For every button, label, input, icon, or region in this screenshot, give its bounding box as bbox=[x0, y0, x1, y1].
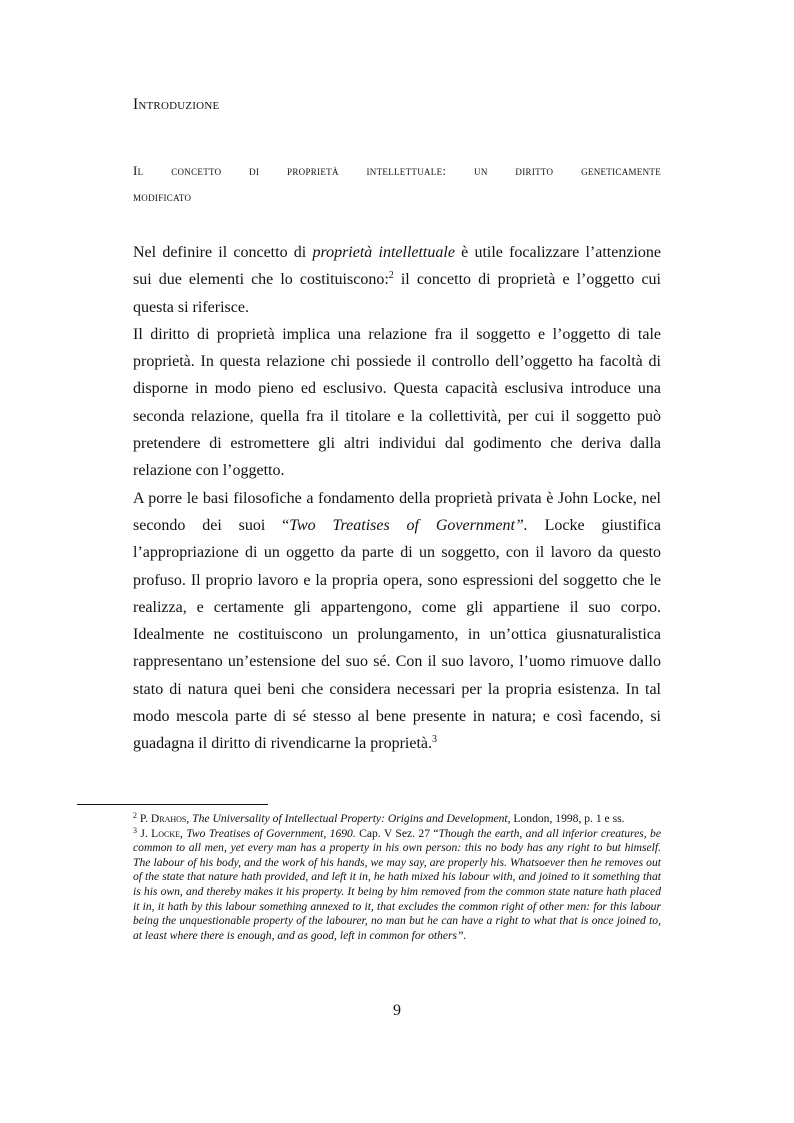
footnote-separator bbox=[77, 804, 268, 805]
footnote-2 bbox=[133, 812, 661, 827]
paragraph-1 bbox=[133, 239, 661, 321]
footnote-3 bbox=[133, 827, 661, 944]
footnote-2-rest: , London, 1998, p. 1 e ss. bbox=[507, 812, 625, 825]
footnote-2-number: 2 bbox=[133, 811, 137, 820]
footnote-ref-2[interactable]: 2 bbox=[388, 270, 394, 282]
footnote-ref-3[interactable]: 3 bbox=[432, 734, 437, 746]
paragraph-1-text-a: Nel definire il concetto di bbox=[133, 244, 313, 261]
paragraph-3-text-b: Locke giustifica l’appropriazione di un oggetto da parte di un soggetto, con il lavoro da questo profuso. Il proprio lavoro e la propria opera, sono espressioni del soggetto che le realizza, e certamente gli appartengono, come gli appartiene il suo corpo. Idealmente ne costituiscono un prolungamento, in un’ottica giusnaturalistica rappresentano un’estensione del suo sé. Con il suo lavoro, l’uomo rimuove dallo stato di natura quei beni che considera necessari per la propria esistenza. In tal modo mescola parte di sé stesso al bene presente in natura; e così facendo, si guadagna il diritto di rivendicarne la proprietà. bbox=[133, 516, 662, 753]
footnote-2-title: The Universality of Intellectual Property: Origins and Development bbox=[192, 812, 508, 825]
footnote-2-author: P. Drahos, bbox=[139, 812, 190, 825]
section-title-line1: Il concetto di proprietà intellettuale: un diritto geneticamente bbox=[133, 163, 661, 178]
body-text bbox=[133, 239, 661, 758]
chapter-title: Introduzione bbox=[133, 96, 220, 113]
paragraph-3-text-a: A porre le basi filosofiche a fondamento della proprietà privata è John Locke, nel secondo dei suoi “ bbox=[133, 489, 661, 534]
footnote-3-author: J. Locke, bbox=[140, 826, 183, 840]
footnote-3-title: Two Treatises of Government, 1690. bbox=[186, 826, 356, 840]
paragraph-3-emphasis: Two Treatises of Government”. bbox=[289, 516, 528, 534]
footnotes bbox=[133, 812, 661, 943]
footnote-3-quote: Though the earth, and all inferior creatures, be common to all men, yet every man has a property in his own person: this no body has any right to but himself. The labour of his body, and the work of his hands, we may say, are properly his. Whatsoever then he removes out of the state that nature hath provided, and left it in, he hath mixed his labour with, and joined to it something that is his own, and thereby makes it his property. It being by him removed from the common state nature hath placed it in, it hath by this labour something annexed to it, that excludes the common right of other men: for this labour being the unquestionable property of the labourer, no man but he can have a right to what that is once joined to, at least where there is enough, and as good, left in common for others”. bbox=[133, 826, 661, 942]
section-title bbox=[133, 158, 661, 210]
footnote-3-number: 3 bbox=[133, 825, 137, 835]
paragraph-2: Il diritto di proprietà implica una relazione fra il soggetto e l’oggetto di tale proprietà. In questa relazione chi possiede il controllo dell’oggetto ha facoltà di disporne in modo pieno ed esclusivo. Questa capacità esclusiva introduce una seconda relazione, quella fra il titolare e la collettività, per cui il soggetto può pretendere di estromettere gli altri individui dal godimento che deriva dalla relazione con l’oggetto. bbox=[133, 325, 661, 480]
footnote-3-rest: Cap. V Sez. 27 “ bbox=[355, 826, 439, 840]
paragraph-3 bbox=[133, 485, 661, 758]
paragraph-1-emphasis: proprietà intellettuale bbox=[312, 244, 455, 261]
page-number: 9 bbox=[393, 1002, 401, 1019]
paragraph-1-text-b: è utile focalizzare l’attenzione sui due elementi che lo costituiscono: bbox=[133, 244, 661, 289]
section-title-line2: modificato bbox=[133, 189, 192, 204]
paragraph-1-text-c: il concetto di proprietà e l’oggetto cui questa si riferisce. bbox=[133, 271, 662, 316]
